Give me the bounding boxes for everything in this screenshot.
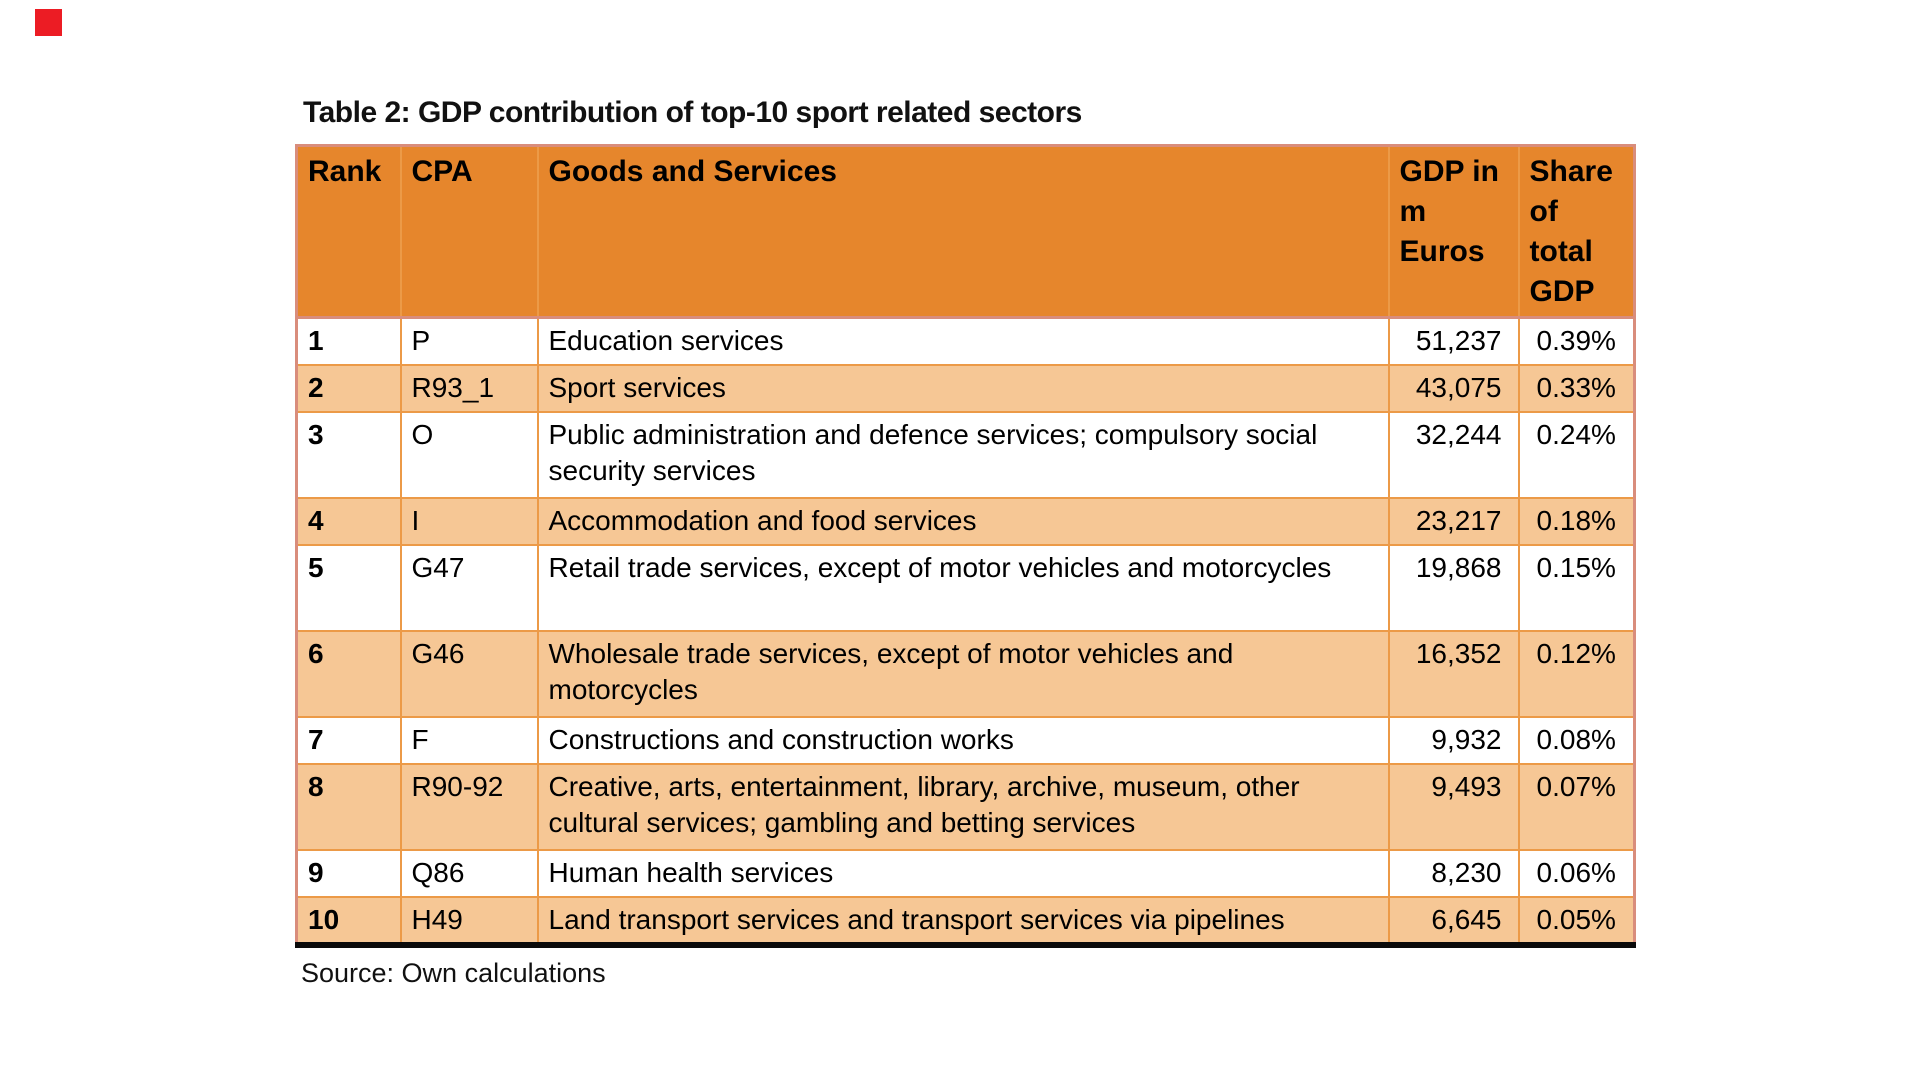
cell-rank: 3 (297, 412, 401, 498)
cell-cpa: H49 (401, 897, 538, 945)
cell-gdp: 23,217 (1389, 498, 1519, 545)
cell-goods: Accommodation and food services (538, 498, 1389, 545)
table-row (297, 498, 1635, 545)
cell-rank: 2 (297, 365, 401, 412)
cell-share: 0.08% (1519, 717, 1635, 764)
cell-gdp: 51,237 (1389, 318, 1519, 365)
header-row (297, 146, 1635, 318)
cell-rank: 9 (297, 850, 401, 897)
table-caption: Table 2: GDP contribution of top-10 sport related sectors (303, 96, 1082, 129)
cell-gdp: 19,868 (1389, 545, 1519, 631)
cell-goods: Human health services (538, 850, 1389, 897)
table-row (297, 318, 1635, 365)
red-marker (35, 9, 62, 36)
cell-rank: 4 (297, 498, 401, 545)
table-row (297, 545, 1635, 631)
cell-goods: Education services (538, 318, 1389, 365)
cell-share: 0.18% (1519, 498, 1635, 545)
cell-share: 0.39% (1519, 318, 1635, 365)
table-row (297, 412, 1635, 498)
source-note: Source: Own calculations (301, 957, 606, 988)
cell-rank: 1 (297, 318, 401, 365)
col-header-rank: Rank (297, 146, 401, 318)
col-header-cpa: CPA (401, 146, 538, 318)
cell-share: 0.12% (1519, 631, 1635, 717)
cell-share: 0.15% (1519, 545, 1635, 631)
table-row (297, 850, 1635, 897)
cell-gdp: 8,230 (1389, 850, 1519, 897)
col-header-goods: Goods and Services (538, 146, 1389, 318)
cell-gdp: 16,352 (1389, 631, 1519, 717)
cell-share: 0.24% (1519, 412, 1635, 498)
cell-goods: Public administration and defence services; compulsory social security services (538, 412, 1389, 498)
cell-goods: Land transport services and transport services via pipelines (538, 897, 1389, 945)
table-row (297, 764, 1635, 850)
cell-goods: Constructions and construction works (538, 717, 1389, 764)
document-body (295, 96, 1640, 989)
cell-cpa: F (401, 717, 538, 764)
cell-rank: 7 (297, 717, 401, 764)
cell-goods: Creative, arts, entertainment, library, archive, museum, other cultural services; gambling and betting services (538, 764, 1389, 850)
gdp-contribution-table (295, 144, 1636, 948)
table-row (297, 631, 1635, 717)
table-row (297, 717, 1635, 764)
cell-cpa: Q86 (401, 850, 538, 897)
cell-rank: 5 (297, 545, 401, 631)
cell-goods: Wholesale trade services, except of motor vehicles and motorcycles (538, 631, 1389, 717)
cell-gdp: 43,075 (1389, 365, 1519, 412)
cell-gdp: 9,932 (1389, 717, 1519, 764)
col-header-share: Share of total GDP (1519, 146, 1635, 318)
cell-goods: Sport services (538, 365, 1389, 412)
cell-gdp: 9,493 (1389, 764, 1519, 850)
cell-share: 0.33% (1519, 365, 1635, 412)
cell-share: 0.06% (1519, 850, 1635, 897)
cell-rank: 6 (297, 631, 401, 717)
cell-rank: 10 (297, 897, 401, 945)
cell-rank: 8 (297, 764, 401, 850)
table-row (297, 897, 1635, 945)
cell-cpa: R93_1 (401, 365, 538, 412)
cell-share: 0.07% (1519, 764, 1635, 850)
cell-cpa: R90-92 (401, 764, 538, 850)
table-row (297, 365, 1635, 412)
cell-share: 0.05% (1519, 897, 1635, 945)
cell-goods: Retail trade services, except of motor vehicles and motorcycles (538, 545, 1389, 631)
cell-cpa: G46 (401, 631, 538, 717)
cell-cpa: I (401, 498, 538, 545)
cell-cpa: G47 (401, 545, 538, 631)
cell-gdp: 32,244 (1389, 412, 1519, 498)
cell-cpa: P (401, 318, 538, 365)
cell-gdp: 6,645 (1389, 897, 1519, 945)
col-header-gdp: GDP in m Euros (1389, 146, 1519, 318)
cell-cpa: O (401, 412, 538, 498)
